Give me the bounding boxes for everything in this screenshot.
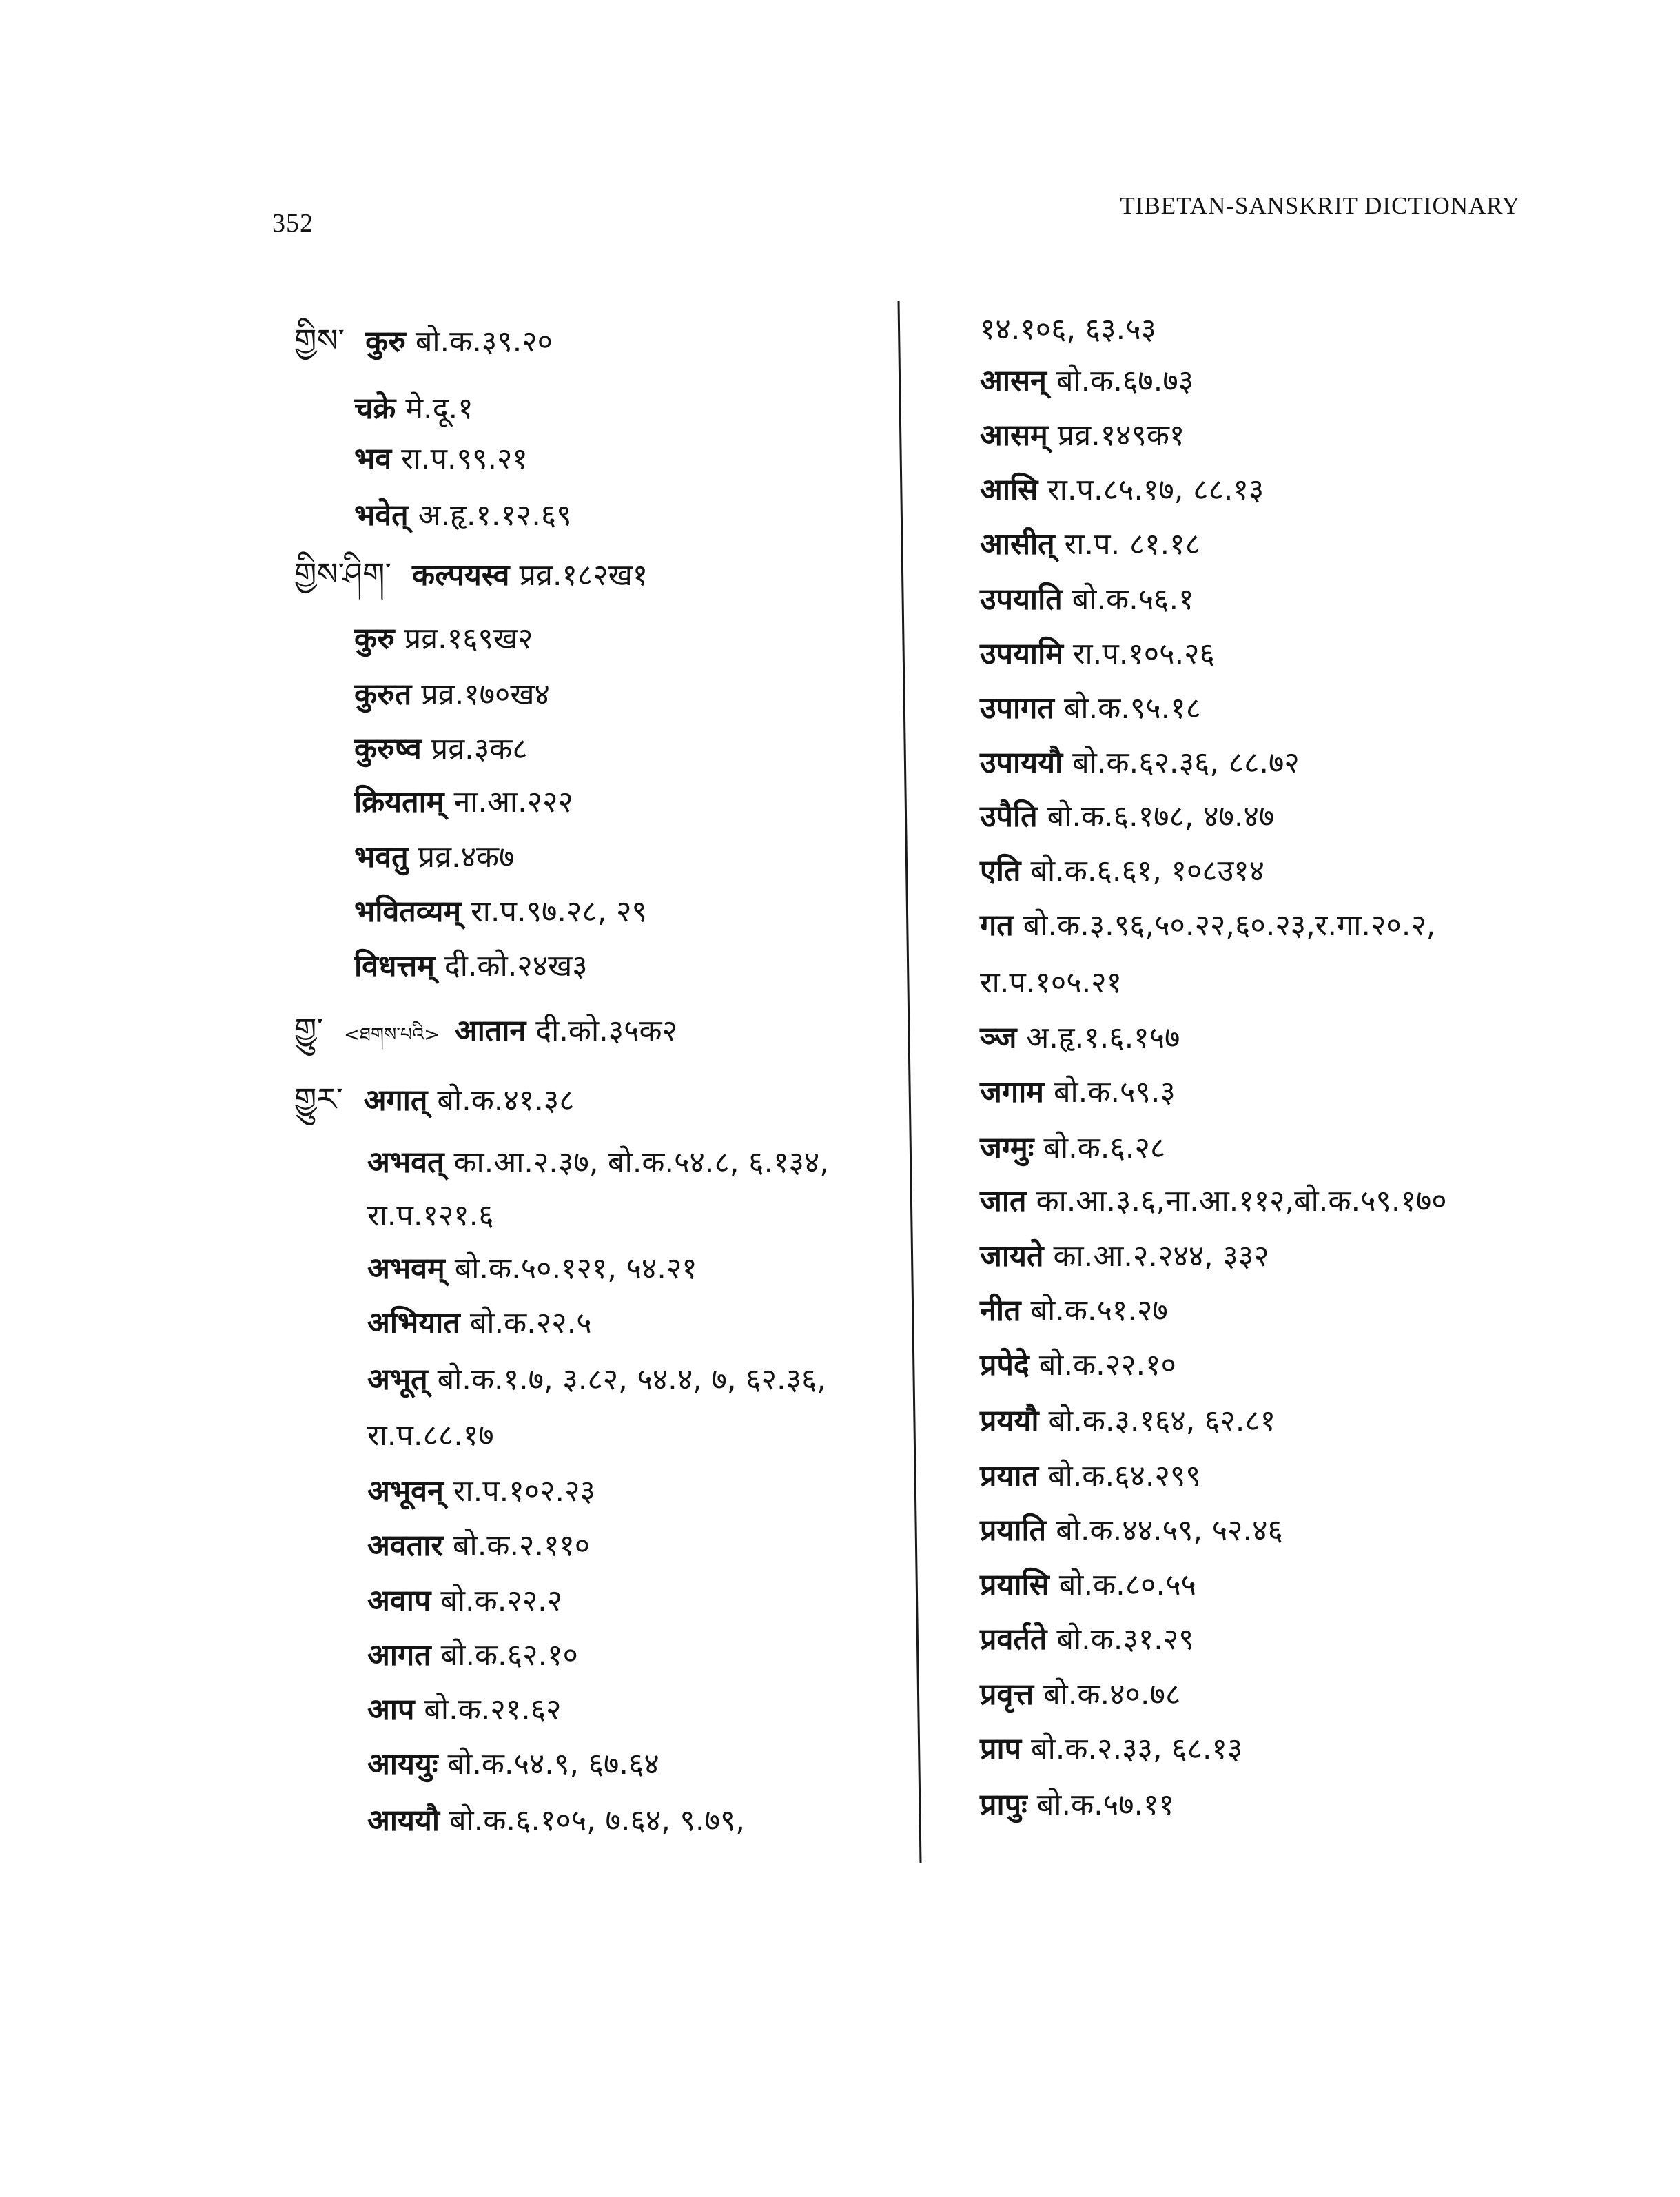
sanskrit-headword: अगात् <box>363 1083 428 1118</box>
reference: प्रव्र.४क७ <box>418 840 515 875</box>
reference: बो.क.६२.३६, ८८.७२ <box>1072 746 1300 780</box>
sanskrit-headword: प्राप <box>980 1732 1022 1766</box>
sanskrit-headword: कुरुत <box>354 677 412 712</box>
sanskrit-headword: कल्पयस्व <box>412 558 510 593</box>
entry-line <box>980 744 1300 782</box>
sanskrit-headword: जगाम <box>980 1075 1044 1110</box>
reference: बो.क.९५.१८ <box>1063 691 1202 726</box>
reference: बो.क.२१.६२ <box>424 1693 562 1727</box>
tibetan-headword: གྱིས་ཤིག་ <box>294 555 391 593</box>
reference: बो.क.३१.२९ <box>1056 1622 1194 1657</box>
reference: बो.क.६.६१, १०८उ१४ <box>1030 854 1264 888</box>
sanskrit-headword: आसन् <box>980 364 1047 398</box>
reference: प्रव्र.१६९ख२ <box>404 622 533 656</box>
sanskrit-headword: ञ्ज <box>980 1021 1017 1055</box>
sanskrit-headword: आययौ <box>367 1803 440 1838</box>
reference: बो.क.१.७, ३.८२, ५४.४, ७, ६२.३६, <box>437 1362 827 1397</box>
sanskrit-headword: क्रियताम् <box>354 785 444 819</box>
reference: रा.प.१२१.६ <box>367 1198 494 1233</box>
sanskrit-headword: प्रययौ <box>980 1404 1039 1438</box>
entry-line <box>980 525 1200 564</box>
sanskrit-headword: कुरुष्व <box>354 732 422 766</box>
sanskrit-headword: नीत <box>980 1294 1021 1328</box>
entry-line <box>980 797 1274 836</box>
sanskrit-headword: चक्रे <box>354 391 396 426</box>
entry-line <box>980 1511 1283 1550</box>
reference: बो.क.३.९६,५०.२२,६०.२३,र.गा.२०.२, <box>1023 908 1436 943</box>
sanskrit-headword: प्रयासि <box>980 1568 1049 1602</box>
sanskrit-headword: आसम् <box>980 418 1048 453</box>
reference: रा.प.८८.१७ <box>367 1418 494 1453</box>
reference: बो.क.५६.१ <box>1072 582 1194 617</box>
sanskrit-headword: उपैति <box>980 799 1038 834</box>
sanskrit-headword: भवेत् <box>354 498 409 533</box>
sanskrit-headword: एति <box>980 854 1021 888</box>
sanskrit-headword: उपयामि <box>980 637 1063 671</box>
sanskrit-headword: आतान <box>454 1014 526 1048</box>
reference: बो.क.३.१६४, ६२.८१ <box>1048 1404 1276 1438</box>
reference: बो.क.६४.२९९ <box>1048 1459 1201 1493</box>
entry-line <box>980 689 1201 728</box>
sanskrit-headword: आप <box>367 1693 415 1727</box>
sanskrit-headword: अवाप <box>367 1584 431 1618</box>
reference: बो.क.२२.२ <box>440 1584 563 1618</box>
entry-line <box>980 1566 1196 1604</box>
reference: रा.प.१०५.२१ <box>980 965 1122 1000</box>
sanskrit-headword: उपाययौ <box>980 746 1063 780</box>
sanskrit-headword: आसीत् <box>980 527 1055 562</box>
entry-line <box>980 1291 1168 1330</box>
reference: प्रव्र.१७०ख४ <box>421 677 550 712</box>
entry-line <box>980 963 1122 1002</box>
tibetan-headword: གྱུ་ <box>294 1011 324 1048</box>
reference: मे.दू.१ <box>405 391 473 426</box>
reference: बो.क.५९.३ <box>1053 1075 1176 1110</box>
reference: बो.क.२२.१० <box>1038 1348 1176 1382</box>
reference: बो.क.३९.२० <box>415 325 553 359</box>
entry-line <box>980 1402 1276 1440</box>
reference: बो.क.२२.५ <box>469 1306 592 1340</box>
reference: का.आ.२.२४४, ३३२ <box>1053 1239 1269 1274</box>
reference: बो.क.५४.९, ६७.६४ <box>447 1747 659 1781</box>
entry-line <box>980 852 1264 890</box>
reference: बो.क.६.१०५, ७.६४, ९.७९, <box>449 1803 745 1838</box>
entry-line <box>980 1620 1194 1659</box>
reference: बो.क.६.१७८, ४७.४७ <box>1047 799 1275 834</box>
reference: रा.प.१०२.२३ <box>453 1474 595 1509</box>
sanskrit-headword: प्रयाति <box>980 1513 1047 1548</box>
page-number: 352 <box>272 209 314 238</box>
sanskrit-headword: जात <box>980 1184 1027 1218</box>
reference: का.आ.३.६,ना.आ.११२,बो.क.५९.१७० <box>1036 1184 1447 1218</box>
entry-line <box>980 1237 1269 1276</box>
entry-line <box>980 1786 1174 1824</box>
reference: अ.हृ.१.६.१५७ <box>1026 1021 1180 1055</box>
reference: प्रव्र.१८२ख१ <box>519 558 648 593</box>
entry-line <box>980 362 1194 400</box>
reference: दी.को.२४ख३ <box>444 949 588 983</box>
sanskrit-headword: प्रवर्तते <box>980 1622 1047 1657</box>
reference: बो.क.४४.५९, ५२.४६ <box>1056 1513 1283 1548</box>
sanskrit-headword: प्रयात <box>980 1459 1039 1493</box>
entry-line <box>980 906 1435 945</box>
reference: अ.हृ.१.१२.६९ <box>418 498 572 533</box>
entry-line <box>980 1675 1180 1714</box>
reference: रा.प.१०५.२६ <box>1072 637 1215 671</box>
sanskrit-headword: प्रवृत्त <box>980 1677 1034 1712</box>
sanskrit-headword: कुरु <box>354 622 395 656</box>
reference: बो.क.४१.३८ <box>437 1083 575 1118</box>
reference: ना.आ.२२२ <box>453 785 573 819</box>
reference: दी.को.३५क२ <box>535 1014 677 1048</box>
reference: बो.क.६.२८ <box>1043 1131 1166 1165</box>
reference: बो.क.६२.१० <box>440 1638 578 1673</box>
sanskrit-headword: अभूवन् <box>367 1474 444 1509</box>
sanskrit-headword: विधत्तम् <box>354 949 435 983</box>
entry-line <box>980 471 1264 509</box>
reference: रा.प.८५.१७, ८८.१३ <box>1047 473 1264 507</box>
sanskrit-headword: प्रपेदे <box>980 1348 1029 1382</box>
tibetan-headword: གྱུར་ <box>294 1081 343 1118</box>
entry-line <box>980 635 1215 673</box>
entry-line <box>980 1346 1176 1384</box>
reference: बो.क.८०.५५ <box>1058 1568 1196 1602</box>
sanskrit-headword: प्रापुः <box>980 1788 1027 1822</box>
sanskrit-headword: आययुः <box>367 1747 438 1781</box>
reference: बो.क.६७.७३ <box>1056 364 1194 398</box>
reference: रा.प.९७.२८, २९ <box>471 895 647 929</box>
sanskrit-headword: आगत <box>367 1638 431 1673</box>
sanskrit-headword: जग्मुः <box>980 1131 1034 1165</box>
sanskrit-headword: अभवम् <box>367 1251 445 1286</box>
sanskrit-headword: उपागत <box>980 691 1054 726</box>
reference: बो.क.५७.११ <box>1036 1788 1174 1822</box>
reference: रा.प. ८१.१८ <box>1064 527 1200 562</box>
reference: प्रव्र.१४९क१ <box>1057 418 1185 453</box>
reference: बो.क.५०.१२१, ५४.२१ <box>454 1251 697 1286</box>
sanskrit-headword: अभूत् <box>367 1362 428 1397</box>
entry-line <box>980 1019 1180 1057</box>
sanskrit-headword: अवतार <box>367 1529 443 1563</box>
sanskrit-headword: जायते <box>980 1239 1044 1274</box>
entry-line <box>980 580 1194 619</box>
entry-line <box>980 1182 1447 1220</box>
tibetan-headword: གྱིས་ <box>294 322 345 359</box>
reference: का.आ.२.३७, बो.क.५४.८, ६.१३४, <box>453 1145 829 1180</box>
running-head: TIBETAN-SANSKRIT DICTIONARY <box>1120 192 1520 219</box>
entry-line <box>980 1730 1242 1768</box>
reference: रा.प.९९.२१ <box>401 442 528 476</box>
sanskrit-headword: उपयाति <box>980 582 1063 617</box>
sanskrit-headword: अभवत् <box>367 1145 444 1180</box>
sanskrit-headword: गत <box>980 908 1014 943</box>
reference: बो.क.४०.७८ <box>1043 1677 1181 1712</box>
entry-line <box>980 1073 1176 1112</box>
entry-line <box>980 310 1156 349</box>
reference: बो.क.२.११० <box>453 1529 591 1563</box>
reference: प्रव्र.३क८ <box>431 732 528 766</box>
sanskrit-headword: भवितव्यम् <box>354 895 462 929</box>
sanskrit-headword: आसि <box>980 473 1038 507</box>
sanskrit-headword: भव <box>354 442 392 476</box>
reference: बो.क.५१.२७ <box>1030 1294 1168 1328</box>
reference: बो.क.२.३३, ६८.१३ <box>1031 1732 1243 1766</box>
entry-line <box>980 416 1185 455</box>
entry-line <box>980 1129 1165 1167</box>
usage-note: <ཐགས་པའི> <box>344 1024 440 1045</box>
reference: १४.१०६, ६३.५३ <box>980 312 1156 347</box>
entry-line <box>980 1457 1201 1495</box>
sanskrit-headword: कुरु <box>365 325 406 359</box>
sanskrit-headword: भवतु <box>354 840 409 875</box>
sanskrit-headword: अभियात <box>367 1306 460 1340</box>
